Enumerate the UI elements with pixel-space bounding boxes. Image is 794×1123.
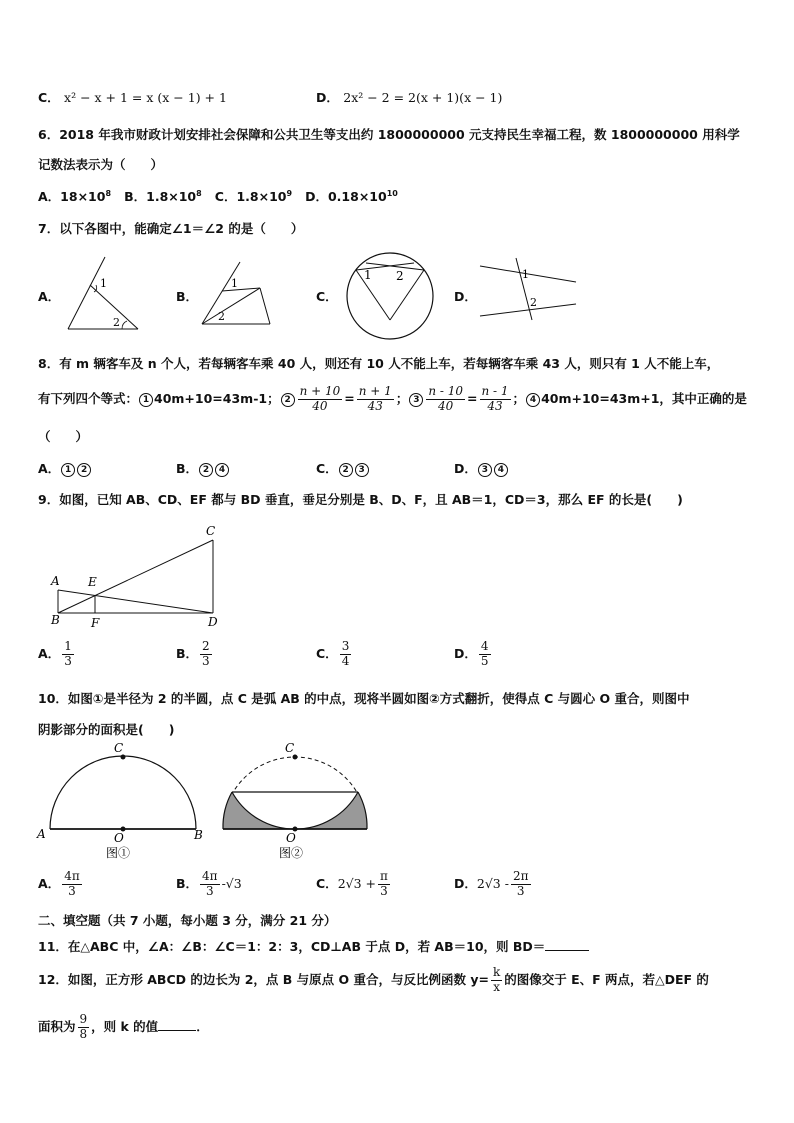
q10-fig1-point-o: O — [114, 831, 124, 845]
q9-option-c: C． $\frac{3}{4}$ — [316, 639, 350, 668]
q8-line1: 8．有 m 辆客车及 n 个人，若每辆客车乘 40 人，则还有 10 人不能上车，若每辆客车乘 43 人，则只有 1 人不能上车， — [38, 356, 720, 371]
q7a-angle2: 2 — [113, 316, 120, 329]
q8-line2: 有下列四个等式： 1 40m+10=43m-1； 2 $\frac{n + 10}{40}$ = $\frac{n + 1}{43}$ ； 3 $\frac{n - 10}{40}$ = $\frac{n - 1}{43}$ ； 4 40m+10=43m+1，其中正确的是 — [38, 384, 747, 413]
section-2-heading: 二、填空题（共 7 小题，每小题 3 分，满分 21 分） — [38, 913, 337, 928]
q10-option-b: B． $\frac{4\pi}{3}$ -√3 — [176, 869, 242, 898]
q11: 11．在△ABC 中，∠A：∠B：∠C＝1：2：3，CD⊥AB 于点 D，若 AB＝10，则 BD＝ — [38, 937, 589, 955]
q8-paren: （ ） — [38, 429, 89, 444]
q7b-angle1: 1 — [231, 277, 238, 290]
q10-fig2-point-o: O — [286, 831, 296, 845]
q7-option-a-label: A． — [38, 289, 61, 304]
q6-option-b: B．$1.8\times 10^8$ — [124, 188, 202, 204]
q9-point-e: E — [88, 575, 97, 589]
q8-option-c: C． 2 3 — [316, 459, 370, 477]
q12-line2: 面积为 $\frac{9}{8}$ ，则 k 的值 ． — [38, 1012, 209, 1041]
q10-fig1-caption: 图① — [106, 846, 131, 860]
q8-option-a: A． 1 2 — [38, 459, 92, 477]
q7d-angle2: 2 — [530, 296, 537, 309]
q8-eq2-left: $\frac{n + 10}{40}$ — [299, 384, 341, 413]
q9-point-b: B — [51, 613, 60, 627]
q6-options — [38, 187, 398, 205]
q9-option-b: B． $\frac{2}{3}$ — [176, 639, 210, 668]
q8-eq2-right: $\frac{n + 1}{43}$ — [358, 384, 392, 413]
q10-option-a: A． $\frac{4\pi}{3}$ — [38, 869, 80, 898]
q9-point-a: A — [51, 574, 60, 588]
q8-option-b: B． 2 4 — [176, 459, 230, 477]
q6-option-a: A．$18\times 10^8$ — [38, 188, 112, 204]
q5-option-c: C． x² − x + 1 = x (x − 1) + 1 — [38, 90, 227, 105]
q10-fig1-point-c: C — [114, 741, 124, 755]
q10-line1: 10．如图①是半径为 2 的半圆，点 C 是弧 AB 的中点，现将半圆如图②方式翻折，使得点 C 与圆心 O 重合，则图中 — [38, 691, 690, 706]
q12-answer-blank[interactable] — [158, 1029, 196, 1031]
q10-figure-1 — [36, 740, 216, 865]
q10-option-d: D．2√3 - $\frac{2\pi}{3}$ — [454, 869, 529, 898]
q7-option-b-label: B． — [176, 289, 199, 304]
q9-figure — [48, 522, 228, 632]
q9-point-c: C — [206, 524, 216, 538]
q6-option-d: D．$0.18\times 10^{10}$ — [305, 188, 398, 204]
q7-stem: 7．以下各图中，能确定∠1＝∠2 的是（ ） — [38, 221, 304, 236]
q12-frac-area: $\frac{9}{8}$ — [79, 1012, 88, 1041]
q10-fig1-point-b: B — [194, 828, 203, 842]
q7-figure-a — [60, 255, 145, 335]
q8-option-d: D． 3 4 — [454, 459, 509, 477]
q5-option-d: D． 2x² − 2 = 2(x + 1)(x − 1) — [316, 90, 503, 105]
q12-line1: 12．如图，正方形 ABCD 的边长为 2，点 B 与原点 O 重合，与反比例函数 y= $\frac{k}{x}$ 的图像交于 E、F 两点，若△DEF 的 — [38, 965, 709, 994]
q6-option-c: C．$1.8\times 10^9$ — [214, 188, 293, 204]
q10-line2: 阴影部分的面积是( ) — [38, 722, 175, 737]
q8-eq3-right: $\frac{n - 1}{43}$ — [481, 384, 509, 413]
q7-option-d-label: D． — [454, 289, 477, 304]
q7c-angle2: 2 — [396, 269, 404, 283]
q5-option-d-expr: 2x² − 2 = 2(x + 1)(x − 1) — [343, 90, 503, 105]
q5-option-c-expr: x² − x + 1 = x (x − 1) + 1 — [64, 90, 227, 105]
q10-fig2-caption: 图② — [279, 846, 304, 860]
q8-eq1: 40m+10=43m-1； — [154, 390, 280, 406]
q9-option-a: A． $\frac{1}{3}$ — [38, 639, 72, 668]
q7-figure-c — [344, 250, 436, 342]
q7-option-c-label: C． — [316, 289, 338, 304]
q7d-angle1: 1 — [522, 268, 529, 281]
q10-figure-2 — [213, 740, 371, 865]
q8-eq4: 40m+10=43m+1，其中正确的是 — [541, 390, 747, 406]
q8-eq3-left: $\frac{n - 10}{40}$ — [428, 384, 464, 413]
q9-stem: 9．如图，已知 AB、CD、EF 都与 BD 垂直，垂足分别是 B、D、F，且 AB＝1，CD＝3，那么 EF 的长是( ) — [38, 492, 683, 507]
q7b-angle2: 2 — [218, 310, 225, 323]
q7a-angle1: 1 — [100, 277, 107, 290]
q10-fig1-point-a: A — [37, 827, 46, 841]
q7-figure-d — [478, 256, 578, 322]
q11-answer-blank[interactable] — [545, 949, 589, 951]
q10-option-c: C．2√3 + $\frac{\pi}{3}$ — [316, 869, 388, 898]
q7-figure-b — [198, 258, 278, 330]
q9-option-d: D． $\frac{4}{5}$ — [454, 639, 489, 668]
q6-line1: 6．2018 年我市财政计划安排社会保障和公共卫生等支出约 1800000000 元支持民生幸福工程，数 1800000000 用科学 — [38, 127, 740, 142]
q10-fig2-point-c: C — [285, 741, 295, 755]
q9-point-d: D — [208, 615, 218, 629]
q9-point-f: F — [91, 616, 100, 630]
q6-line2: 记数法表示为（ ） — [38, 157, 164, 172]
q7c-angle1: 1 — [364, 268, 372, 282]
q12-frac-k-over-x: $\frac{k}{x}$ — [492, 965, 501, 994]
